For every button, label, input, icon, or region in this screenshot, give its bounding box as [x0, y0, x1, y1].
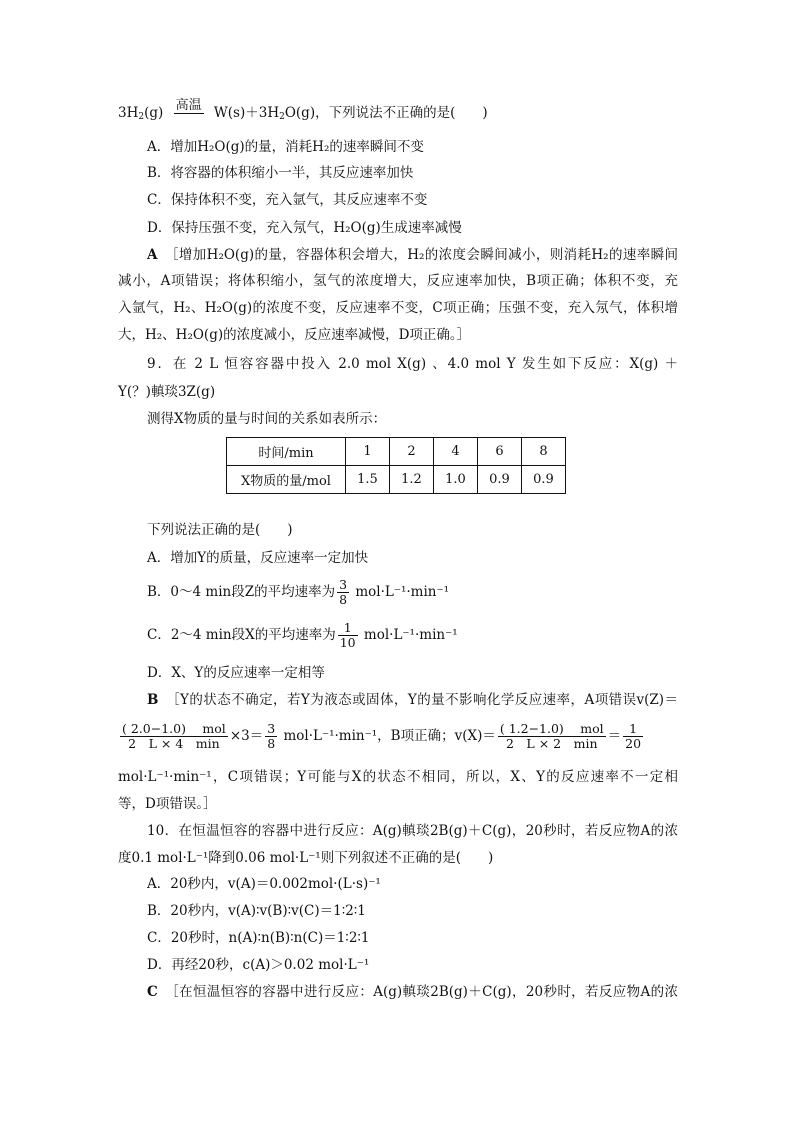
denominator: 2 L × 2 min: [505, 736, 598, 751]
option-b: B．20秒内，v(A)∶v(B)∶v(C)＝1∶2∶1: [147, 903, 366, 919]
explanation-line: 减小，A项错误；将体积缩小，氢气的浓度增大，反应速率加快，B项正确；体积不变，充: [118, 273, 678, 289]
answer-line: [147, 246, 678, 264]
table-cell: X物质的量/mol: [227, 466, 346, 494]
table-cell: 6: [478, 438, 522, 466]
option-b: B．将容器的体积缩小一半，其反应速率加快: [147, 165, 414, 181]
question-10-cont: 度0.1 mol·L⁻¹降到0.06 mol·L⁻¹则下列叙述不正确的是( ): [118, 850, 494, 866]
question-9-cont: Y(？)䡩琰3Z(g): [118, 384, 216, 400]
answer-line: [147, 691, 678, 709]
denominator: 2 L × 4 min: [128, 736, 220, 751]
text: mol·L⁻¹·min⁻¹: [359, 627, 458, 643]
table-cell: 1: [346, 438, 390, 466]
question-10: 10．在恒温恒容的容器中进行反应：A(g)䡩琰2B(g)＋C(g)，20秒时，若反应物A的浓: [147, 823, 678, 839]
text: mol·L⁻¹·min⁻¹，B项正确；v(X)＝: [279, 728, 496, 744]
numerator: 3: [339, 577, 348, 592]
text: W(s)＋3H: [213, 105, 280, 121]
table-cell: 0.9: [478, 466, 522, 494]
denominator: 10: [339, 635, 356, 650]
text: B．0～4 min段Z的平均速率为: [147, 584, 336, 600]
reaction-condition: [174, 99, 204, 116]
option-b: [147, 578, 449, 607]
condition-label: 高温: [175, 98, 202, 113]
table-cell: 1.2: [390, 466, 434, 494]
table-cell: 0.9: [522, 466, 566, 494]
answer-letter: C: [147, 984, 158, 1000]
data-table: [226, 437, 566, 494]
table-cell: 2: [390, 438, 434, 466]
answer-line: [147, 983, 678, 1001]
explanation-line: 大，H₂、H₂O(g)的浓度减小，反应速率减慢，D项正确。］: [118, 327, 471, 343]
table-cell: 时间/min: [227, 438, 346, 466]
option-c: [147, 621, 458, 650]
equation-line: [118, 98, 488, 126]
explanation-line: 入氩气，H₂、H₂O(g)的浓度不变，反应速率不变，C项正确；压强不变，充入氖气，体积增: [118, 300, 678, 316]
option-d: D．X、Y的反应速率一定相等: [147, 665, 325, 681]
subscript: 2: [279, 112, 285, 122]
fraction: [498, 722, 606, 751]
text: 3H: [118, 105, 139, 121]
option-c: C．20秒时，n(A)∶n(B)∶n(C)＝1∶2∶1: [147, 930, 370, 946]
fraction: [120, 722, 228, 751]
fraction: [623, 722, 643, 751]
explanation-line: 等，D项错误。］: [118, 796, 217, 812]
answer-letter: A: [147, 247, 158, 263]
fraction: [265, 722, 277, 751]
table-cell: 1.5: [346, 466, 390, 494]
text: ×3＝: [229, 728, 264, 744]
denominator: 8: [339, 592, 348, 607]
text: mol·L⁻¹·min⁻¹: [351, 584, 450, 600]
option-d: D．保持压强不变，充入氖气，H₂O(g)生成速率减慢: [147, 220, 462, 236]
option-c: C．保持体积不变，充入氩气，其反应速率不变: [147, 192, 428, 208]
numerator: 1: [338, 621, 358, 636]
text: O(g)，下列说法不正确的是( ): [284, 105, 488, 121]
table-row: [227, 466, 566, 494]
table-cell: 1.0: [434, 466, 478, 494]
numerator: 1: [623, 722, 643, 737]
denominator: 8: [267, 736, 276, 751]
numerator: ( 1.2−1.0) mol: [499, 721, 604, 736]
table-caption: 测得X物质的量与时间的关系如表所示：: [147, 411, 387, 427]
explanation-line: mol·L⁻¹·min⁻¹，C项错误；Y可能与X的状态不相同，所以，X、Y的反应速率不一定相: [118, 769, 678, 785]
question-9: 9．在 2 L 恒容容器中投入 2.0 mol X(g) 、4.0 mol Y 发生如下反应：X(g) ＋: [147, 356, 678, 372]
text: (g): [144, 105, 164, 121]
fraction: [338, 621, 358, 650]
option-a: A．增加H₂O(g)的量，消耗H₂的速率瞬间不变: [147, 139, 424, 155]
table-row: [227, 438, 566, 466]
denominator: 20: [625, 736, 642, 751]
text: ［Y的状态不确定，若Y为液态或固体，Y的量不影响化学反应速率，A项错误v(Z)＝: [172, 692, 679, 708]
answer-letter: B: [147, 692, 159, 708]
text: ＝: [607, 728, 622, 744]
table-cell: 8: [522, 438, 566, 466]
fraction: [337, 578, 349, 607]
numerator: 3: [267, 721, 276, 736]
option-a: A．20秒内，v(A)＝0.002mol·(L·s)⁻¹: [147, 876, 381, 892]
subscript: 2: [138, 112, 145, 122]
text: ［在恒温恒容的容器中进行反应：A(g)䡩琰2B(g)＋C(g)，20秒时，若反应物A的浓: [171, 984, 678, 1000]
table-cell: 4: [434, 438, 478, 466]
text: ［增加H₂O(g)的量，容器体积会增大，H₂的浓度会瞬间减小，则消耗H₂的速率瞬间: [171, 247, 679, 263]
option-d: D．再经20秒，c(A)＞0.02 mol·L⁻¹: [147, 957, 370, 973]
question-9-prompt: 下列说法正确的是( ): [147, 522, 293, 538]
formula-line: [118, 722, 645, 751]
option-a: A．增加Y的质量，反应速率一定加快: [147, 550, 369, 566]
text: C．2～4 min段X的平均速率为: [147, 627, 336, 643]
numerator: ( 2.0−1.0) mol: [122, 721, 226, 736]
